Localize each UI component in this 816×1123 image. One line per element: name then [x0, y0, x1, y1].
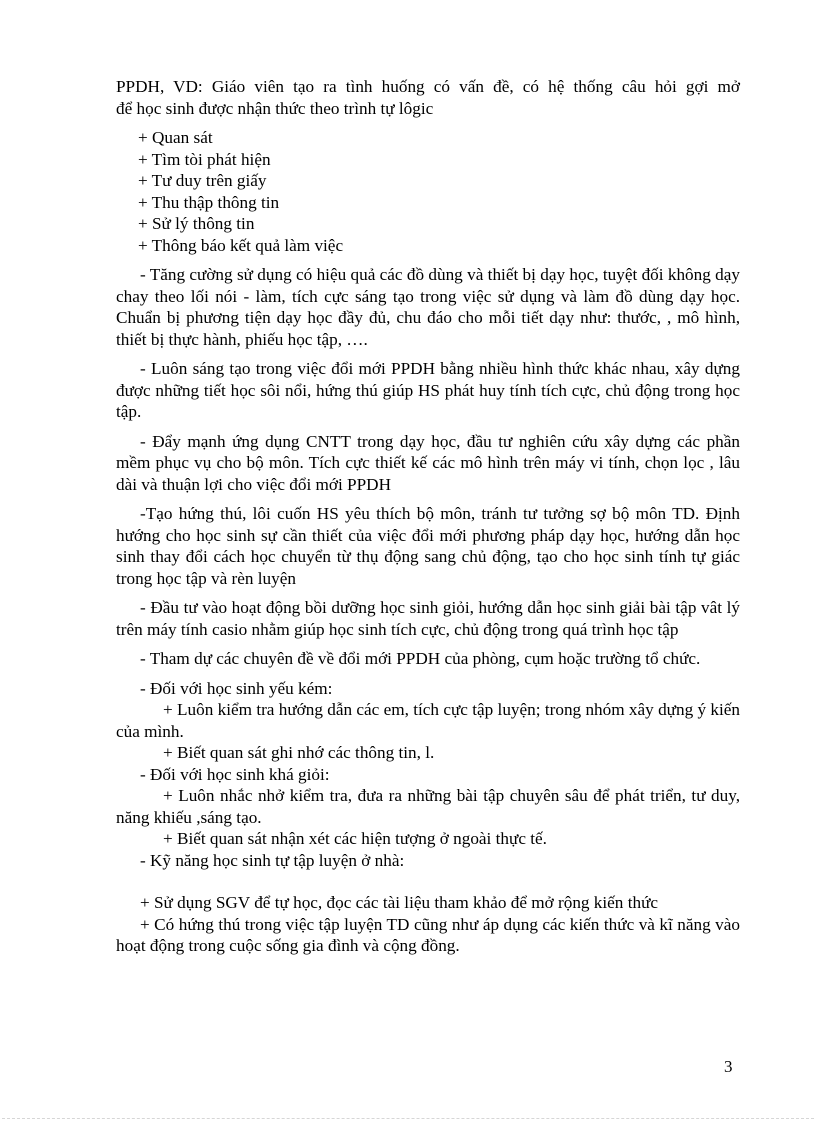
spacer	[116, 495, 740, 503]
spacer	[116, 119, 740, 127]
good-item: + Luôn nhắc nhở kiểm tra, đưa ra những bài tập chuyên sâu để phát triển, tư duy, năng khiếu ,sáng tạo.	[116, 786, 740, 827]
step-item: + Tư duy trên giấy	[138, 171, 267, 190]
intro-line-1: PPDH, VD: Giáo viên tạo ra tình huống có vấn đề, có hệ thống câu hỏi gợi mở	[116, 77, 740, 96]
home-heading: - Kỹ năng học sinh tự tập luyện ở nhà:	[140, 850, 405, 870]
paragraph-seminar: - Tham dự các chuyên đề về đổi mới PPDH của phòng, cụm hoặc trường tổ chức.	[140, 649, 701, 668]
paragraph-it: - Đẩy mạnh ứng dụng CNTT trong dạy học, đầu tư nghiên cứu xây dựng các phần mềm phục vụ cho bộ môn. Tích cực thiết kế các mô hình trên máy vi tính, chọn lọc , lâu dài và thuận lợi cho việc đổi mới PPDH	[116, 431, 740, 494]
spacer	[116, 589, 740, 597]
spacer	[116, 640, 740, 648]
good-heading: - Đối với học sinh khá giỏi:	[140, 764, 330, 784]
page-number: 3	[724, 1057, 733, 1076]
step-item: + Thu thập thông tin	[138, 192, 280, 212]
weak-item: + Luôn kiểm tra hướng dẫn các em, tích cực tập luyện; trong nhóm xây dựng ý kiến của mình.	[116, 700, 740, 741]
home-item: + Sử dụng SGV để tự học, đọc các tài liệu tham khảo để mở rộng kiến thức	[140, 893, 659, 912]
spacer	[116, 871, 740, 892]
step-item: + Quan sát	[138, 128, 213, 147]
spacer	[116, 670, 740, 678]
paragraph-gifted: - Đầu tư vào hoạt động bồi dưỡng học sinh giỏi, hướng dẫn học sinh giải bài tập vât lý trên máy tính casio nhằm giúp học sinh tích cực, chủ động trong quá trình học tập	[116, 598, 740, 639]
spacer	[116, 350, 740, 358]
home-item: + Có hứng thú trong việc tập luyện TD cũng như áp dụng các kiến thức và kĩ năng vào hoạt động trong cuộc sống gia đình và cộng đồng.	[116, 914, 740, 955]
paragraph-interest: -Tạo hứng thú, lôi cuốn HS yêu thích bộ môn, tránh tư tưởng sợ bộ môn TD. Định hướng cho học sinh sự cần thiết của việc đổi mới phương pháp dạy học, hướng dẫn học sinh thay đổi cách học chuyển từ thụ động sang chủ động, tạo cho học sinh tính tự giác trong học tập và rèn luyện	[116, 504, 740, 588]
spacer	[116, 256, 740, 264]
step-item: + Thông báo kết quả làm việc	[138, 235, 344, 255]
good-item: + Biết quan sát nhận xét các hiện tượng ở ngoài thực tế.	[163, 829, 547, 848]
step-item: + Tìm tòi phát hiện	[138, 149, 271, 169]
steps-list	[116, 127, 740, 256]
weak-item: + Biết quan sát ghi nhớ các thông tin, l.	[163, 743, 435, 762]
step-item: + Sử lý thông tin	[138, 214, 255, 233]
spacer	[116, 423, 740, 431]
paragraph-creative: - Luôn sáng tạo trong việc đổi mới PPDH bằng nhiều hình thức khác nhau, xây dựng được những tiết học sôi nổi, hứng thú giúp HS phát huy tính tích cực, chủ động trong học tập.	[116, 359, 740, 421]
document-body	[116, 76, 740, 957]
intro-line-2: để học sinh được nhận thức theo trình tự lôgic	[116, 98, 434, 118]
paragraph-equipment: - Tăng cường sử dụng có hiệu quả các đồ dùng và thiết bị dạy học, tuyệt đối không dạy chay theo lối nói - làm, tích cực sáng tạo trong việc sử dụng và làm đồ dùng dạy học. Chuẩn bị phương tiện dạy học đầy đủ, chu đáo cho mỗi tiết dạy như: thước, , mô hình, thiết bị thực hành, phiếu học tập, ….	[116, 265, 740, 349]
weak-heading: - Đối với học sinh yếu kém:	[140, 678, 333, 698]
page-bottom-divider	[2, 1118, 814, 1119]
